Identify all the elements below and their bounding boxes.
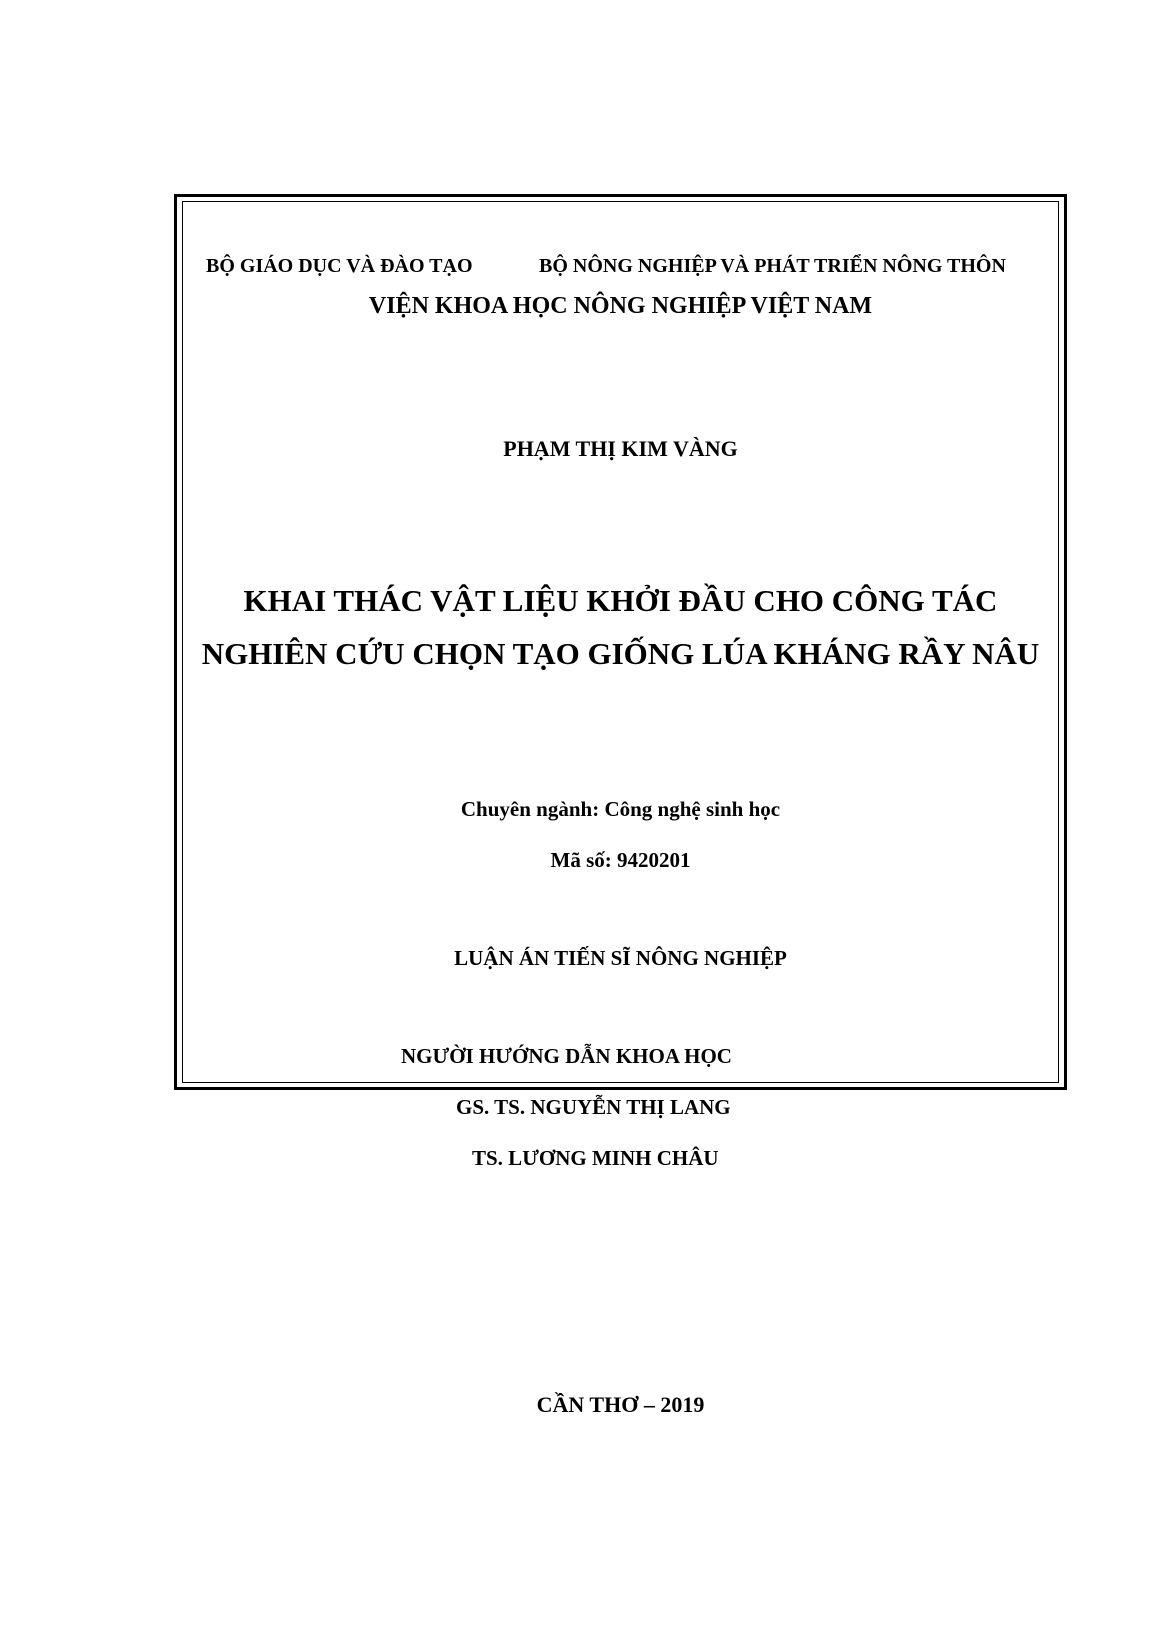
ministry-agriculture: BỘ NÔNG NGHIỆP VÀ PHÁT TRIỂN NÔNG THÔN (539, 255, 1006, 277)
institute-name: VIỆN KHOA HỌC NÔNG NGHIỆP VIỆT NAM (368, 293, 873, 319)
thesis-title-line-2: NGHIÊN CỨU CHỌN TẠO GIỐNG LÚA KHÁNG RẦY NÂU (201, 636, 1040, 671)
supervisors-heading: NGƯỜI HƯỚNG DẪN KHOA HỌC (401, 1044, 732, 1068)
thesis-type: LUẬN ÁN TIẾN SĨ NÔNG NGHIỆP (454, 946, 787, 970)
place-and-year: CẦN THƠ – 2019 (536, 1392, 705, 1417)
major: Chuyên ngành: Công nghệ sinh học (460, 797, 781, 821)
thesis-title-line-1: KHAI THÁC VẬT LIỆU KHỞI ĐẦU CHO CÔNG TÁC (243, 583, 998, 618)
supervisor-name: TS. LƯƠNG MINH CHÂU (472, 1146, 719, 1170)
major-code: Mã số: 9420201 (550, 848, 691, 872)
ministry-education: BỘ GIÁO DỤC VÀ ĐÀO TẠO (206, 255, 473, 277)
supervisor-name: GS. TS. NGUYỄN THỊ LANG (456, 1095, 731, 1119)
author-name: PHẠM THỊ KIM VÀNG (503, 436, 738, 461)
